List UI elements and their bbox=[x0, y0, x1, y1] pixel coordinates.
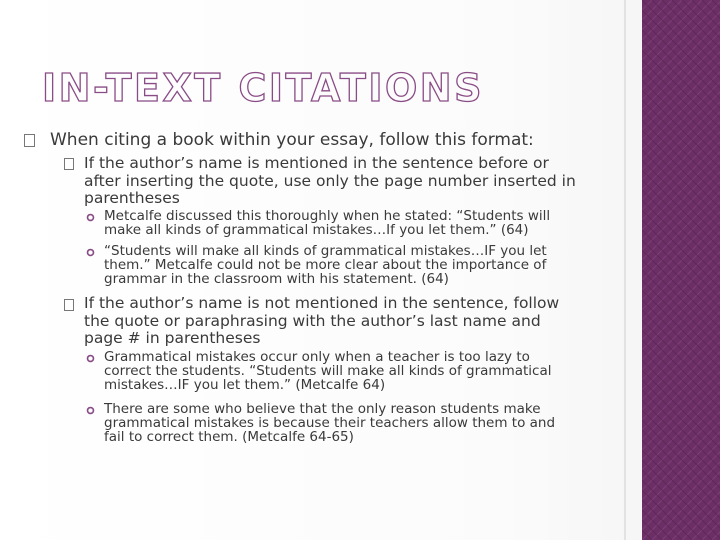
crosshatch-pattern bbox=[642, 0, 720, 540]
level3-line: There are some who believe that the only reason students make bbox=[104, 401, 541, 417]
leaf-bullet-icon bbox=[86, 406, 95, 415]
level3-line: mistakes…IF you let them.” (Metcalfe 64) bbox=[104, 376, 386, 393]
level3-line: correct the students. “Students will make all kinds of grammatical bbox=[104, 362, 552, 379]
level2-line: the quote or paraphrasing with the author’s last name and bbox=[84, 311, 541, 330]
level3-line: fail to correct them. (Metcalfe 64-65) bbox=[104, 428, 354, 445]
level3-line: “Students will make all kinds of grammatical mistakes…IF you let bbox=[104, 243, 547, 259]
box-bullet-icon bbox=[24, 134, 35, 147]
leaf-bullet-icon bbox=[86, 354, 95, 363]
level3-line: grammar in the classroom with his statement. (64) bbox=[104, 270, 449, 287]
level2-line: If the author’s name is not mentioned in the sentence, follow bbox=[84, 294, 560, 312]
level3-line: Grammatical mistakes occur only when a teacher is too lazy to bbox=[104, 349, 530, 365]
leaf-bullet-icon bbox=[86, 248, 95, 257]
level3-line: Metcalfe discussed this thoroughly when he stated: “Students will bbox=[104, 208, 551, 224]
box-bullet-icon bbox=[64, 299, 74, 311]
leaf-bullet-icon bbox=[86, 213, 95, 222]
level3-line: make all kinds of grammatical mistakes…If you let them.” (64) bbox=[104, 221, 529, 238]
level2-line: page # in parentheses bbox=[84, 329, 261, 347]
slide-title: IN-TEXT CITATIONS bbox=[42, 66, 484, 110]
divider-line bbox=[624, 0, 626, 540]
level2-line: If the author’s name is mentioned in the sentence before or bbox=[84, 154, 549, 172]
box-bullet-icon bbox=[64, 158, 74, 170]
level3-line: grammatical mistakes is because their teachers allow them to and bbox=[104, 414, 556, 431]
level2-line: parentheses bbox=[84, 189, 180, 207]
level1-text: When citing a book within your essay, follow this format: bbox=[50, 130, 534, 150]
level3-line: them.” Metcalfe could not be more clear about the importance of bbox=[104, 256, 547, 273]
level2-line: after inserting the quote, use only the page number inserted in bbox=[84, 171, 576, 190]
side-band bbox=[642, 0, 720, 540]
